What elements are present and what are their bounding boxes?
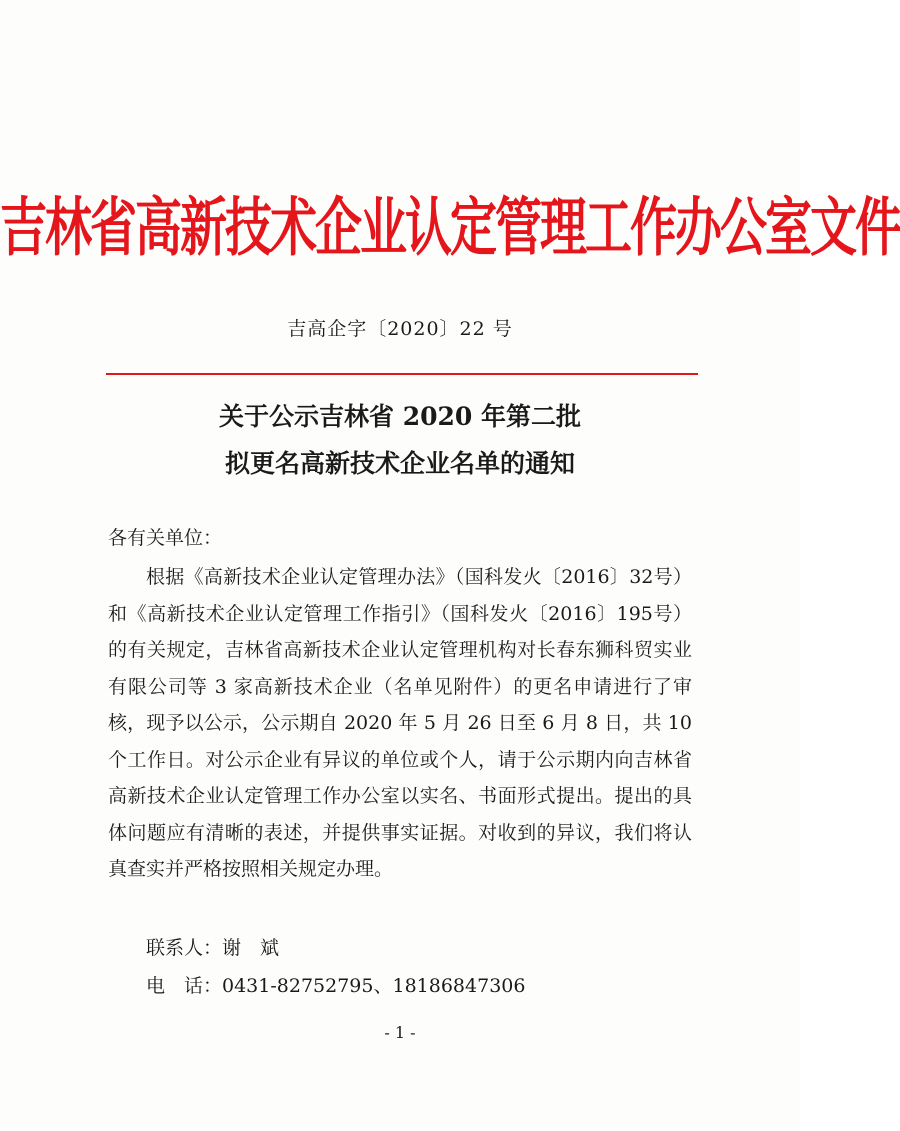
subject-line-2: 拟更名高新技术企业名单的通知 <box>224 449 575 478</box>
page-number: - 1 - <box>384 1023 416 1042</box>
issuing-office-title: 吉林省高新技术企业认定管理工作办公室文件 <box>0 191 900 266</box>
notice-body: 根据《高新技术企业认定管理办法》（国科发火〔2016〕32号）和《高新技术企业认定管理工作指引》（国科发火〔2016〕195号）的有关规定，吉林省高新技术企业认定管理机构对长春东狮科贸实业有限公司等 3 家高新技术企业（名单见附件）的更名申请进行了审核，现予以公示，公示期自 2020 年 5 月 26 日至 6 月 8 日，共 10 个工作日。对公示企业有异议的单位或个人，请于公示期内向吉林省高新技术企业认定管理工作办公室以实名、书面形式提出。提出的具体问题应有清晰的表述，并提供事实证据。对收到的异议，我们将认真查实并严格按照相关规定办理。 <box>108 566 692 880</box>
red-divider-line <box>106 373 698 375</box>
document-number: 吉高企字〔2020〕22 号 <box>287 318 513 340</box>
salutation: 各有关单位： <box>108 527 223 549</box>
contact-person: 联系人：谢 斌 <box>146 937 280 959</box>
notice-subject <box>0 393 800 487</box>
contact-phone: 电 话：0431-82752795、18186847306 <box>146 975 526 997</box>
subject-line-1: 关于公示吉林省 2020 年第二批 <box>219 402 581 431</box>
